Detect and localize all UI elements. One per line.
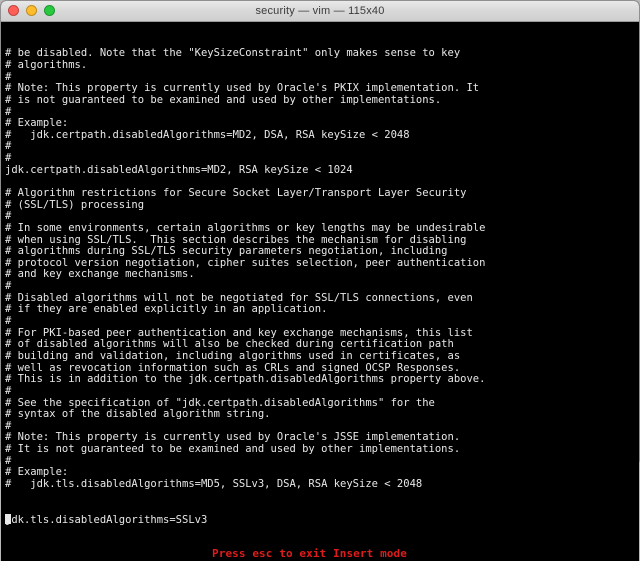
terminal-line: # bbox=[5, 419, 12, 432]
terminal-line: # For PKI-based peer authentication and key exchange mechanisms, this list bbox=[5, 326, 473, 339]
current-line-text: jdk.tls.disabledAlgorithms=SSLv3 bbox=[5, 513, 208, 526]
terminal-line: # jdk.certpath.disabledAlgorithms=MD2, DSA, RSA keySize < 2048 bbox=[5, 128, 410, 141]
terminal-current-line bbox=[5, 514, 635, 526]
terminal-line: # Note: This property is currently used by Oracle's PKIX implementation. It bbox=[5, 82, 480, 95]
minimize-button[interactable] bbox=[26, 5, 37, 16]
terminal-content[interactable] bbox=[1, 22, 639, 561]
terminal-line: # of disabled algorithms will also be checked during certification path bbox=[5, 338, 454, 351]
terminal-line: # See the specification of "jdk.certpath.disabledAlgorithms" for the bbox=[5, 396, 435, 409]
terminal-line: # bbox=[5, 152, 12, 165]
terminal-line: # algorithms during SSL/TLS security parameters negotiation, including bbox=[5, 245, 448, 258]
terminal-line: # Disabled algorithms will not be negotiated for SSL/TLS connections, even bbox=[5, 291, 473, 304]
window-titlebar[interactable] bbox=[1, 1, 639, 22]
terminal-line: # well as revocation information such as CRLs and signed OCSP Responses. bbox=[5, 361, 461, 374]
terminal-line: # It is not guaranteed to be examined and used by other implementations. bbox=[5, 443, 461, 456]
terminal-line: # Algorithm restrictions for Secure Socket Layer/Transport Layer Security bbox=[5, 187, 467, 199]
terminal-text-buffer bbox=[5, 48, 635, 490]
terminal-line: # be disabled. Note that the "KeySizeConstraint" only makes sense to key bbox=[5, 47, 461, 60]
terminal-line: # when using SSL/TLS. This section describes the mechanism for disabling bbox=[5, 233, 467, 246]
terminal-line: jdk.certpath.disabledAlgorithms=MD2, RSA keySize < 1024 bbox=[5, 163, 353, 176]
terminal-line: # bbox=[5, 210, 12, 223]
insert-mode-hint: Press esc to exit Insert mode bbox=[212, 546, 407, 560]
terminal-line: # if they are enabled explicitly in an application. bbox=[5, 303, 328, 316]
zoom-button[interactable] bbox=[44, 5, 55, 16]
window-title: security — vim — 115x40 bbox=[255, 5, 385, 17]
terminal-line: # bbox=[5, 70, 12, 83]
terminal-line: # is not guaranteed to be examined and used by other implementations. bbox=[5, 93, 442, 106]
terminal-line: # syntax of the disabled algorithm string. bbox=[5, 408, 271, 421]
terminal-line: # jdk.tls.disabledAlgorithms=MD5, SSLv3, DSA, RSA keySize < 2048 bbox=[5, 478, 423, 491]
terminal-line: # bbox=[5, 105, 12, 118]
terminal-line: # Example: bbox=[5, 117, 69, 130]
terminal-line: # bbox=[5, 140, 12, 153]
terminal-line: # bbox=[5, 315, 12, 328]
terminal-line: # Example: bbox=[5, 466, 69, 479]
terminal-line: # bbox=[5, 454, 12, 467]
close-button[interactable] bbox=[8, 5, 19, 16]
terminal-line: # (SSL/TLS) processing bbox=[5, 198, 145, 211]
terminal-line: # Note: This property is currently used by Oracle's JSSE implementation. bbox=[5, 431, 461, 444]
terminal-line: # protocol version negotiation, cipher suites selection, peer authentication bbox=[5, 256, 486, 269]
terminal-line: # bbox=[5, 280, 12, 293]
window-controls bbox=[8, 5, 55, 16]
terminal-line: # This is in addition to the jdk.certpath.disabledAlgorithms property above. bbox=[5, 373, 486, 386]
terminal-line: # In some environments, certain algorithms or key lengths may be undesirable bbox=[5, 221, 486, 234]
terminal-line: # algorithms. bbox=[5, 58, 88, 71]
terminal-line: # and key exchange mechanisms. bbox=[5, 268, 195, 281]
terminal-line: # building and validation, including algorithms used in certificates, as bbox=[5, 349, 461, 362]
terminal-line: # bbox=[5, 384, 12, 397]
